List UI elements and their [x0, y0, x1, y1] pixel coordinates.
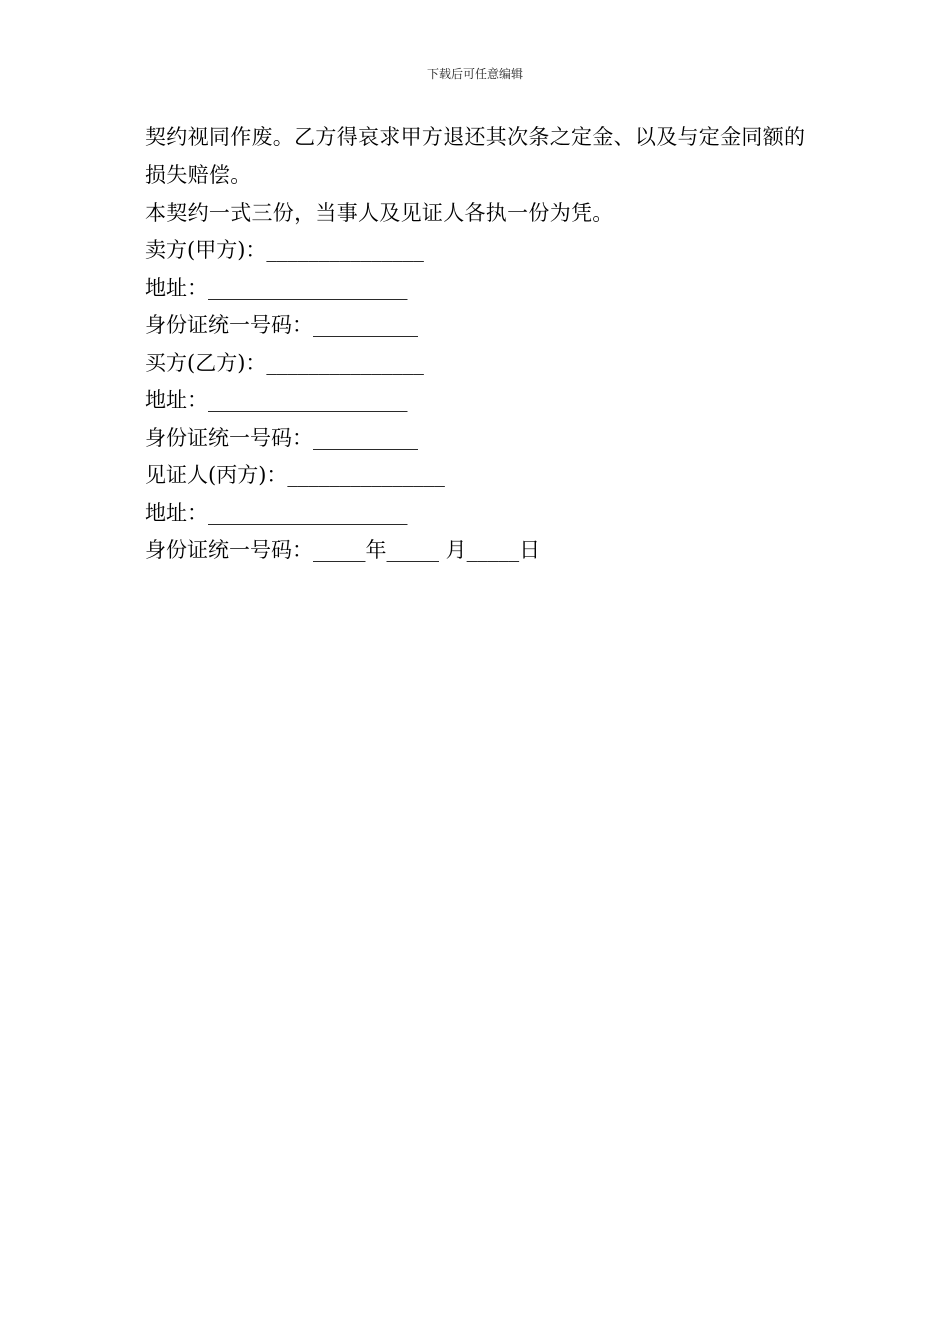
seller-id-line: 身份证统一号码：__________ [145, 313, 418, 337]
witness-address-line: 地址：___________________ [145, 500, 408, 525]
buyer-name-line: 买方(乙方)：_______________ [145, 350, 424, 375]
witness-name-line: 见证人(丙方)：_______________ [145, 463, 445, 487]
contract-clause-paragraph: 契约视同作废。乙方得哀求甲方退还其次条之定金、以及与定金同额的损失赔偿。 [145, 125, 806, 187]
document-body [145, 118, 810, 570]
copies-statement: 本契约一式三份，当事人及见证人各执一份为凭。 [145, 201, 614, 225]
buyer-address-line: 地址：___________________ [145, 388, 408, 412]
seller-address-line: 地址：___________________ [145, 275, 408, 300]
witness-id-date-line: 身份证统一号码：_____年_____ 月_____日 [145, 538, 541, 562]
page-header: 下载后可任意编辑 [426, 67, 523, 81]
seller-name-line: 卖方(甲方)：_______________ [145, 238, 424, 262]
buyer-id-line: 身份证统一号码：__________ [145, 425, 418, 450]
